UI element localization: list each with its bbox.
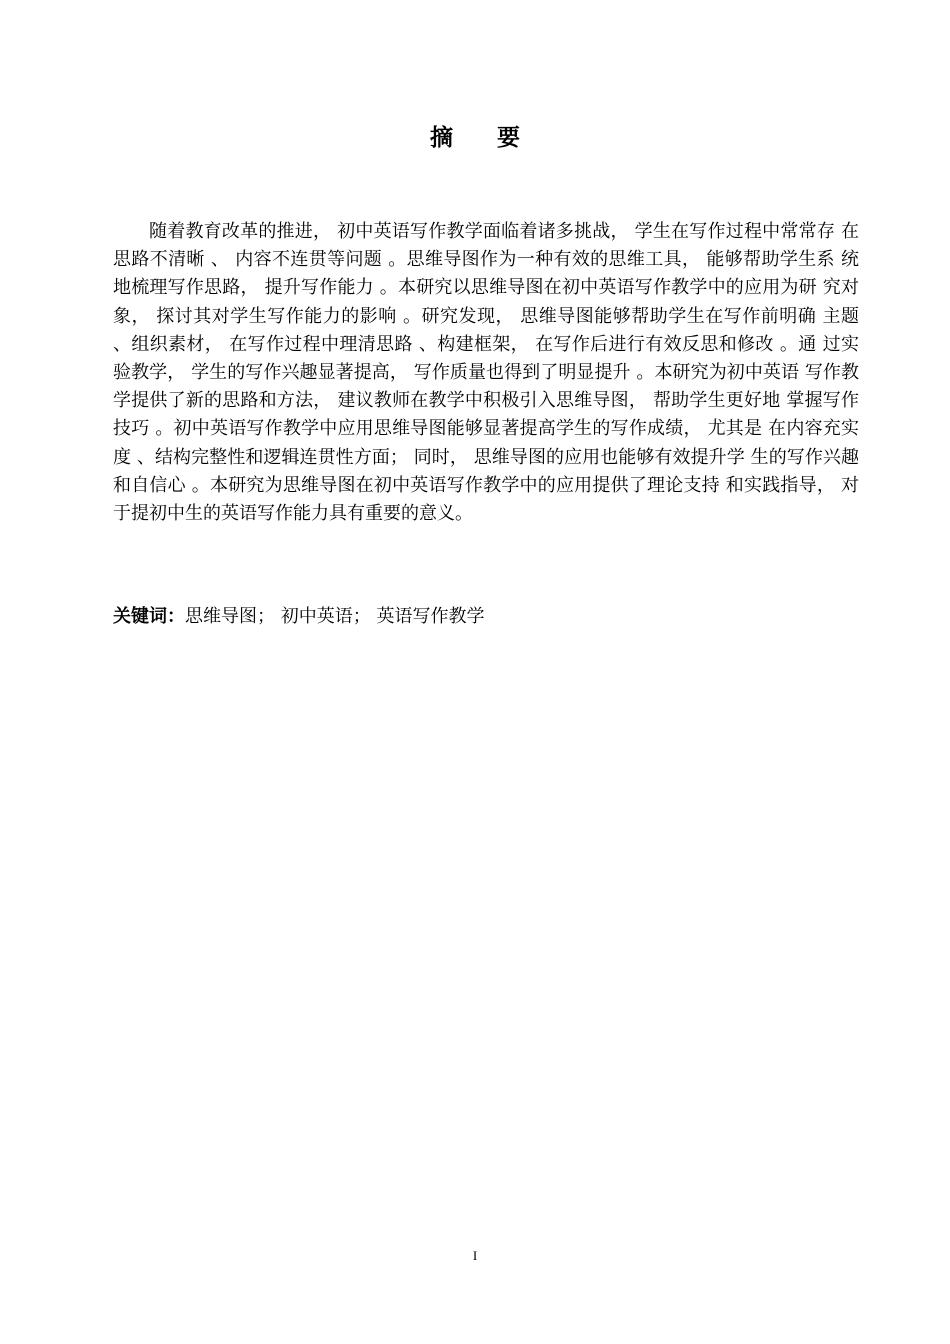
- keywords-label: 关键词：: [113, 606, 185, 627]
- page-number: I: [472, 1248, 478, 1263]
- keywords-list: 思维导图； 初中英语； 英语写作教学: [185, 606, 485, 627]
- abstract-title: 摘 要: [429, 125, 538, 151]
- abstract-paragraph: 随着教育改革的推进， 初中英语写作教学面临着诸多挑战， 学生在写作过程中常常存 在思路不清晰 、 内容不连贯等问题 。思维导图作为一种有效的思维工具， 能够帮助学生系 统地梳理写作思路， 提升写作能力 。本研究以思维导图在初中英语写作教学中的应用为研 究对象， 探讨其对学生写作能力的影响 。研究发现， 思维导图能够帮助学生在写作前明确 主题 、组织素材， 在写作过程中理清思路 、构建框架， 在写作后进行有效反思和修改 。通 过实验教学， 学生的写作兴趣显著提高， 写作质量也得到了明显提升 。本研究为初中英语 写作教学提供了新的思路和方法， 建议教师在教学中积极引入思维导图， 帮助学生更好地 掌握写作技巧 。初中英语写作教学中应用思维导图能够显著提高学生的写作成绩， 尤其是 在内容充实度 、结构完整性和逻辑连贯性方面； 同时， 思维导图的应用也能够有效提升学 生的写作兴趣和自信心 。本研究为思维导图在初中英语写作教学中的应用提供了理论支持 和实践指导， 对于提初中生的英语写作能力具有重要的意义。: [113, 221, 859, 525]
- keywords-line: [113, 603, 859, 631]
